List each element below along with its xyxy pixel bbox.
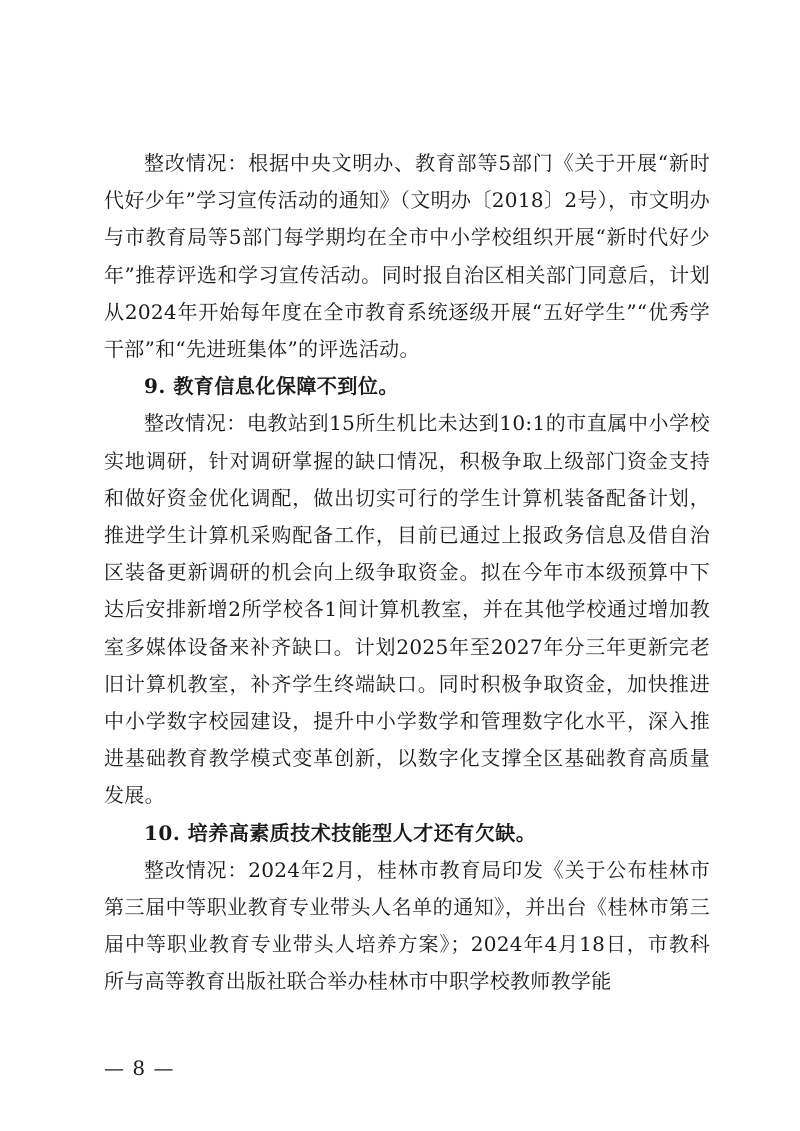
paragraph-rectification-1: 整改情况：根据中央文明办、教育部等5部门《关于开展“新时代好少年”学习宣传活动的通知》（文明办〔2018〕2号），市文明办与市教育局等5部门每学期均在全市中小学校组织开展“新时代好少年”推荐评选和学习宣传活动。同时报自治区相关部门同意后，计划从2024年开始每年度在全市教育系统逐级开展“五好学生”“优秀学干部”和“先进班集体”的评选活动。 — [104, 151, 710, 362]
page-number: — 8 — — [104, 1056, 175, 1080]
heading-item-10: 10. 培养高素质技术技能型人才还有欠缺。 — [144, 820, 537, 845]
document-body — [104, 145, 710, 1001]
heading-item-9: 9. 教育信息化保障不到位。 — [144, 374, 399, 399]
paragraph-rectification-3: 整改情况：2024年2月，桂林市教育局印发《关于公布桂林市第三届中等职业教育专业带头人名单的通知》，并出台《桂林市第三届中等职业教育专业带头人培养方案》；2024年4月18日，市教科所与高等教育出版社联合举办桂林市中职学校教师教学能 — [104, 857, 710, 994]
paragraph-rectification-2: 整改情况：电教站到15所生机比未达到10:1的市直属中小学校实地调研，针对调研掌握的缺口情况，积极争取上级部门资金支持和做好资金优化调配，做出切实可行的学生计算机装备配备计划，推进学生计算机采购配备工作，目前已通过上报政务信息及借自治区装备更新调研的机会向上级争取资金。拟在今年市本级预算中下达后安排新增2所学校各1间计算机教室，并在其他学校通过增加教室多媒体设备来补齐缺口。计划2025年至2027年分三年更新完老旧计算机教室，补齐学生终端缺口。同时积极争取资金，加快推进中小学数字校园建设，提升中小学数学和管理数字化水平，深入推进基础教育教学模式变革创新，以数字化支撑全区基础教育高质量发展。 — [104, 411, 710, 808]
